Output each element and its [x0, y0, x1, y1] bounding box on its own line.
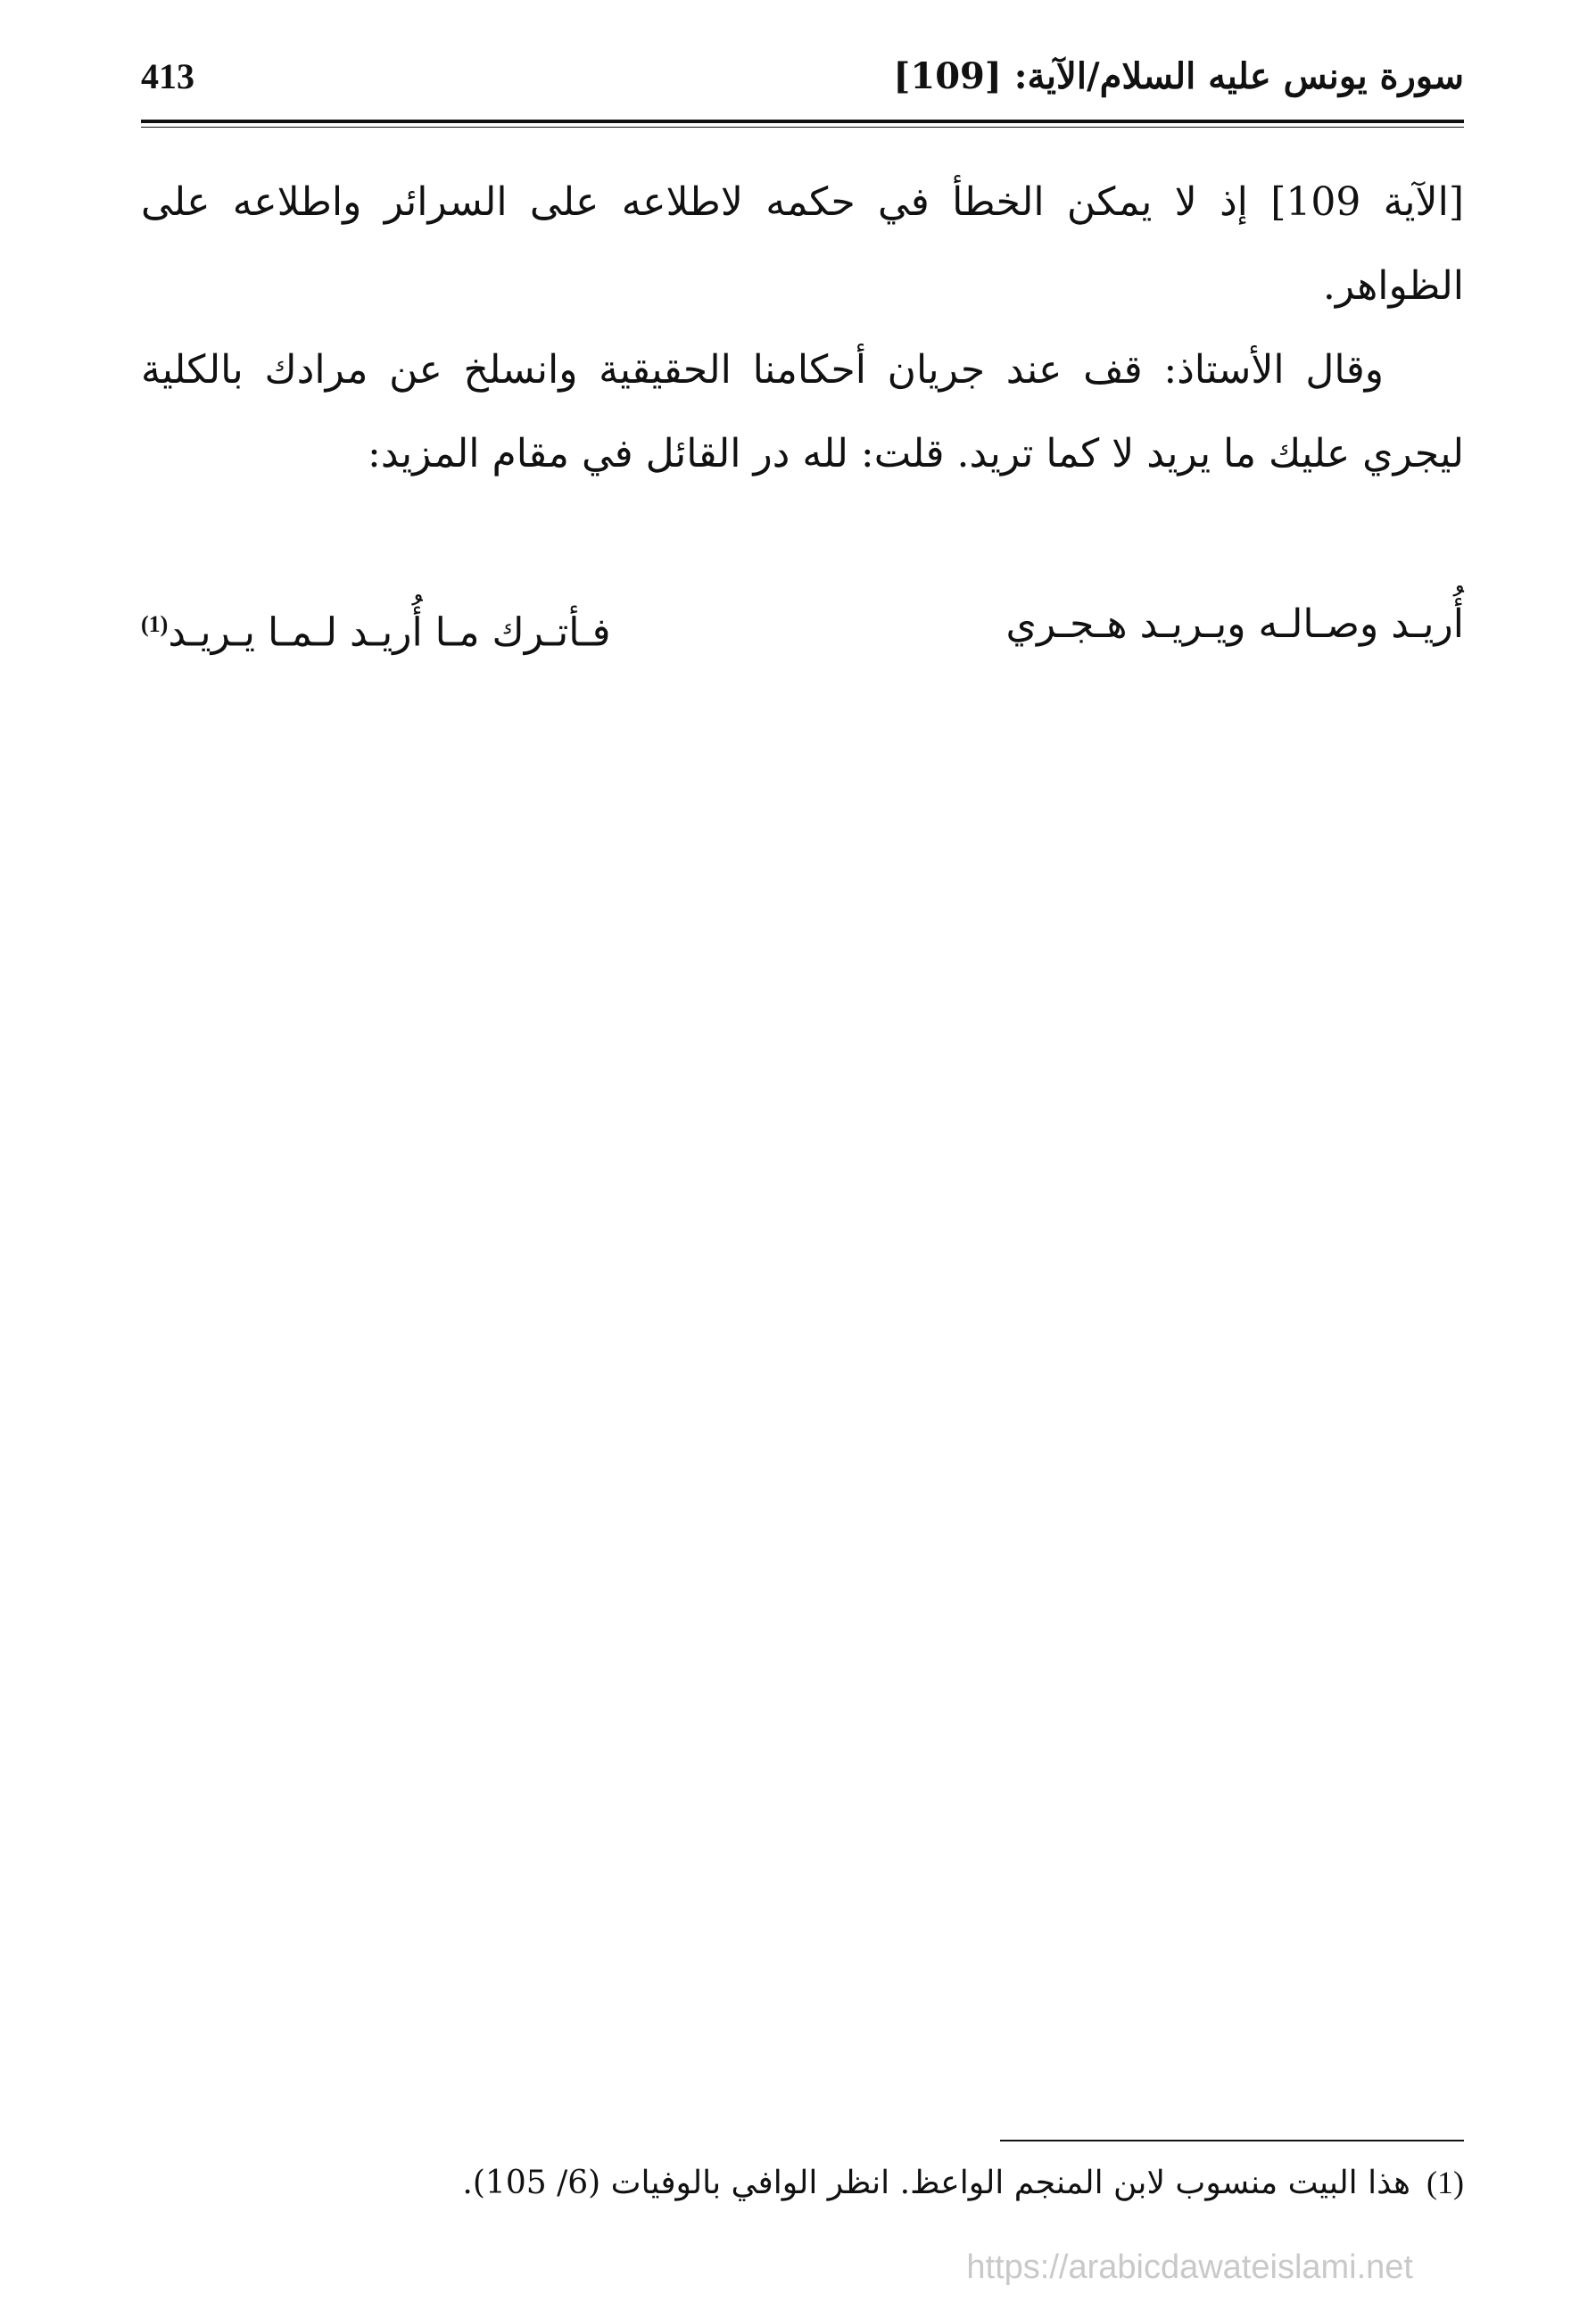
body-text: [141, 161, 1464, 496]
page-number: 413: [141, 56, 194, 96]
verse-first-hemistich: أُريـد وصـالـه ويـريـد هـجـري: [1005, 601, 1464, 647]
paragraph-1: [الآية 109] إذ لا يمكن الخطأ في حكمه لاطلاعه على السرائر واطلاعه على الظواهر.: [141, 179, 1465, 309]
footnote: [141, 2158, 1464, 2208]
running-head-title: سورة يونس عليه السلام/الآية: [109]: [893, 55, 1464, 97]
verse-line: [141, 593, 1464, 665]
source-watermark: https://arabicdawateislami.net: [966, 2249, 1413, 2286]
paragraph-2: وقال الأستاذ: قف عند جريان أحكامنا الحقيقية وانسلخ عن مرادك بالكلية ليجري عليك ما يريد لا كما تريد. قلت: لله در القائل في مقام المزيد:: [141, 347, 1464, 476]
footnote-separator: [1000, 2140, 1464, 2141]
header-rule-secondary: [141, 127, 1464, 128]
verse-second-hemistich: فـأتـرك مـا أُريـد لـمـا يـريـد: [168, 609, 611, 656]
header-rule: [141, 120, 1464, 123]
verse-second-hemistich-wrap: [141, 593, 611, 665]
footnote-reference-marker[interactable]: (1): [141, 611, 169, 637]
footnote-text: هذا البيت منسوب لابن المنجم الواعظ. انظر الوافي بالوفيات (6/ 105).: [462, 2165, 1410, 2201]
footnote-number: (1): [1426, 2165, 1464, 2200]
